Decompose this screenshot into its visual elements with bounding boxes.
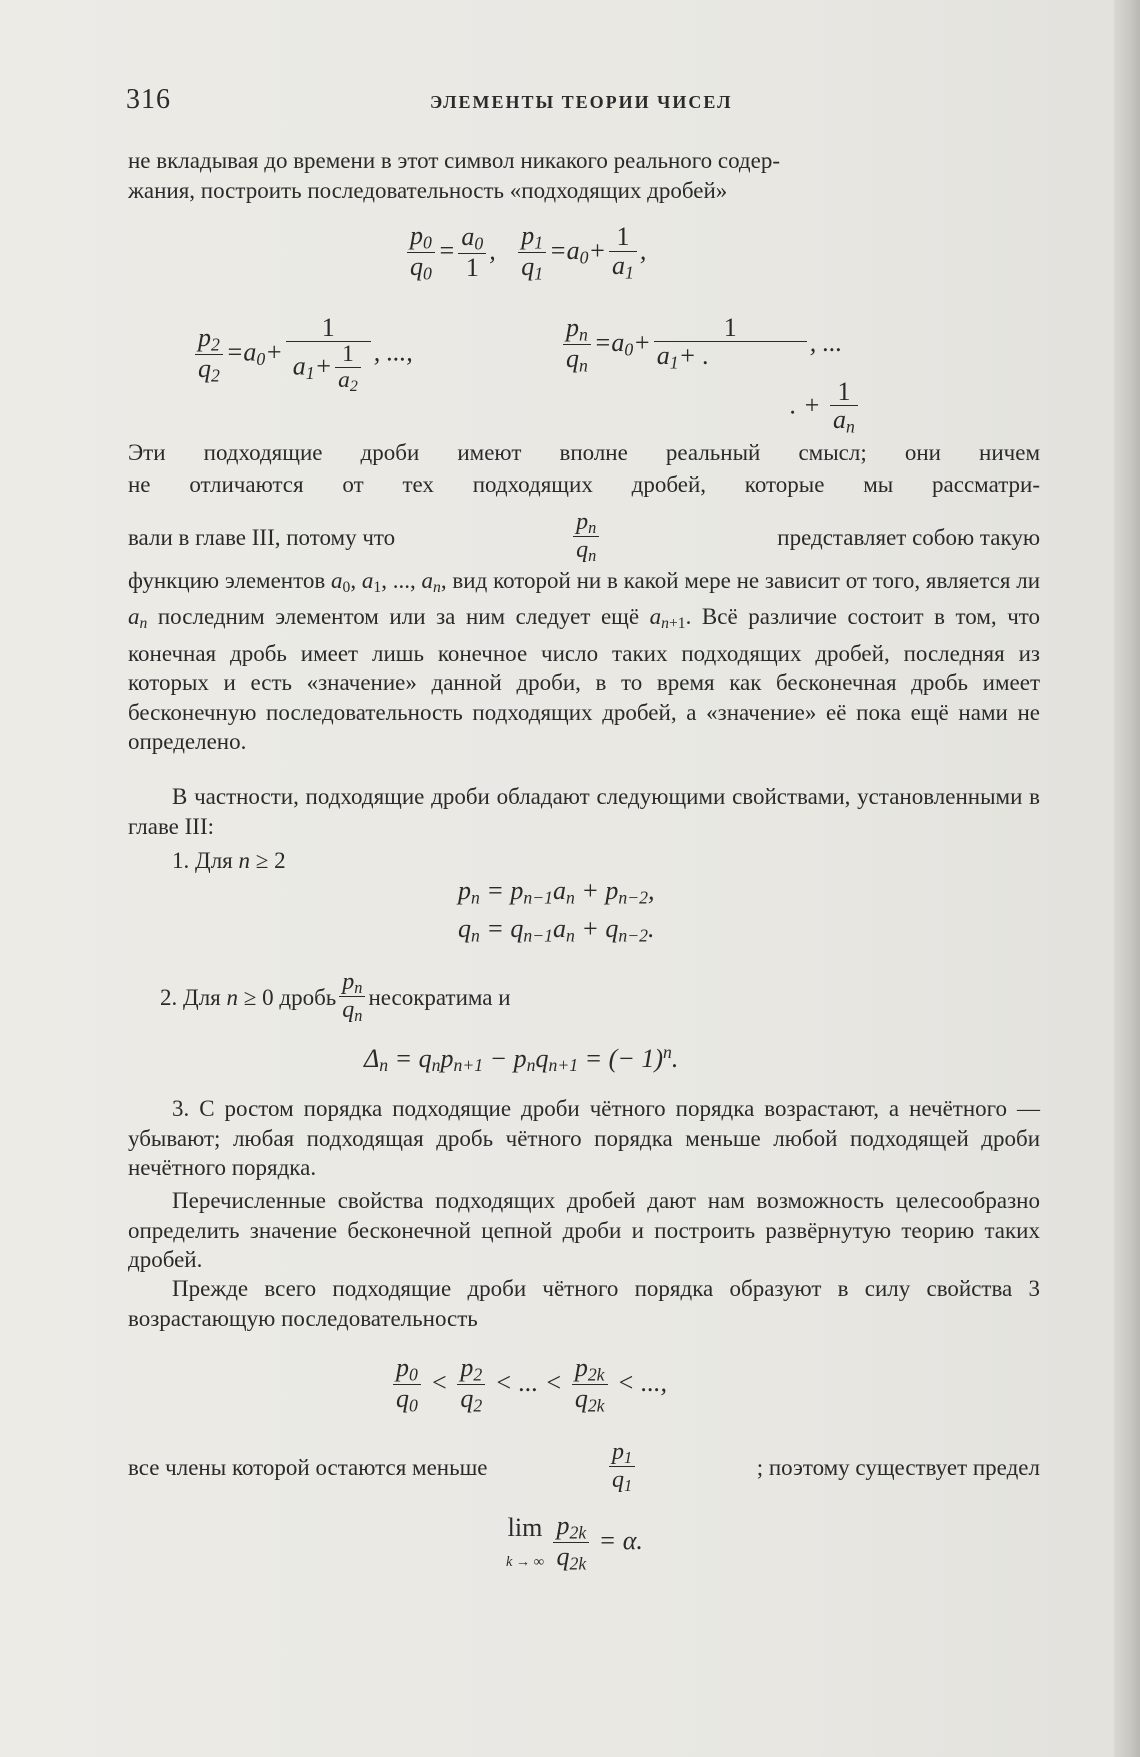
para2-body: функцию элементов $a_0$, $a_1$, ..., $a_n$, вид которой ни в какой мере не зависит от того, является ли $a_n$ последним элементом или за ним следует ещё $a_{n+1}$. Всё различие состоит в том, что конечная дробь имеет лишь конечное число таких подходящих дробей, последняя из которых и есть «значение» данной дроби, в то время как бесконечная дробь имеет бесконечную последовательность подходящих дробей, а «значение» её пока ещё нами не определено. [128,568,1041,755]
convergent-formula-n: $\frac{p_n}{q_n}$ $=a_0+$ $\frac{1}{a_1+ .}$ , ... [560,314,842,376]
para2-line-6: ним следует ещё [465,604,640,630]
page-edge [1114,0,1140,1757]
para2-line-3-a: вали в главе III, потому что [128,524,396,550]
convergent-formula-0-1: $\frac{p_0}{q_0}$ = $\frac{a_0}{1}$ , $\frac{p_1}{q_1}$ $=a_0+$ $\frac{1}{a_1}$ , [404,222,646,284]
property-1-label: 1. Для n ≥ 2 [172,848,286,873]
property-2-label: 2. Для n ≥ 0 дробь $p_n$ $q_n$ несократима и [160,969,511,1026]
property-3: 3. С ростом порядка подходящие дроби чётного порядка возрастают, а нечётного — убывают; любая подходящая дробь чётного порядка меньше любой подходящей дроби нечётного порядка. [128,1096,1040,1180]
delta-formula: $\Delta_n = q_np_{n+1} - p_nq_{n+1}$ = (− 1)$^n$. [364,1042,679,1076]
intro-line-2: жания, построить последовательность «подходящих дробей» [128,177,728,203]
enumerated-properties: Перечисленные свойства подходящих дробей дают нам возможность целесообразно определить значение бесконечной цепной дроби и построить развёрнутую теорию таких дробей. [128,1188,1040,1272]
properties-intro: В частности, подходящие дроби обладают следующими свойствами, установленными в главе III: [128,784,1040,839]
para2-line-5-b: последним элементом или за [157,604,456,630]
continued-fraction-tail: . + $\frac{1}{a_n}$ [790,378,861,437]
running-head: ЭЛЕМЕНТЫ ТЕОРИИ ЧИСЕЛ [430,92,733,112]
intro-paragraph [128,146,1040,205]
property-2-text-b: дробь [279,984,337,1010]
limit-formula: lim k → ∞ $\frac{p_{2k}}{q_{2k}}$ = α. [506,1511,643,1574]
convergent-formula-2: $\frac{p_2}{q_2}$ $=a_0+$ 1 $a_1+$ $\frac{1}{a_2}$ , ..., [192,314,413,395]
para2-line-1: Эти подходящие дроби имеют вполне реальный смысл; они ничем [128,440,1040,465]
para2-line-3: вали в главе III, потому что $p_n$ $q_n$ представляет собою такую [128,509,1040,566]
para2-line-3-b: представляет собою такую [777,524,1040,550]
even-order-para: Прежде всего подходящие дроби чётного порядка образуют в силу свойства 3 возрастающую последовательность [128,1276,1040,1331]
recurrence-q: $q_n = q_{n-1}a_n + q_{n-2}$. [458,914,655,946]
bounded-line: все члены которой остаются меньше $p_1$ $q_1$ ; поэтому существует предел [128,1439,1040,1496]
property-1-text: 1. Для [172,848,233,873]
bounded-text-a: все члены которой остаются меньше [128,1454,488,1480]
property-2-text-a: 2. Для [160,984,221,1010]
para2-line-5: не зависит от того, является ли [736,568,1041,593]
para2-line-2: не отличаются от тех подходящих дробей, которые мы рассматри- [128,472,1040,497]
intro-line-1: не вкладывая до времени в этот символ никакого реального содер- [128,148,780,173]
recurrence-p: $p_n = p_{n-1}a_n + p_{n-2}$, [458,876,655,908]
para2-line-6-b: Всё различие состоит в том, что конечная [128,604,1041,666]
property-2-text-c: несократима и [368,984,511,1010]
para2-line-4-b: вид которой ни в какой мере [452,568,731,593]
increasing-sequence: $\frac{p_0}{q_0}$ < $\frac{p_2}{q_2}$ < ... < $\frac{p_{2k}}{q_{2k}}$ < ..., [390,1354,667,1416]
para2-line-7: дробь имеет лишь конечное число таких подходящих дробей, последняя из которых и есть «значение» данной дроби, в то время как бесконечная дробь имеет бесконечную последовательность подходящих дробей, а «значение» её пока ещё нами не определено. [128,640,1040,755]
bounded-text-b: ; поэтому существует предел [756,1454,1040,1480]
page-number: 316 [126,84,171,115]
para2-line-4: функцию элементов [128,568,326,593]
